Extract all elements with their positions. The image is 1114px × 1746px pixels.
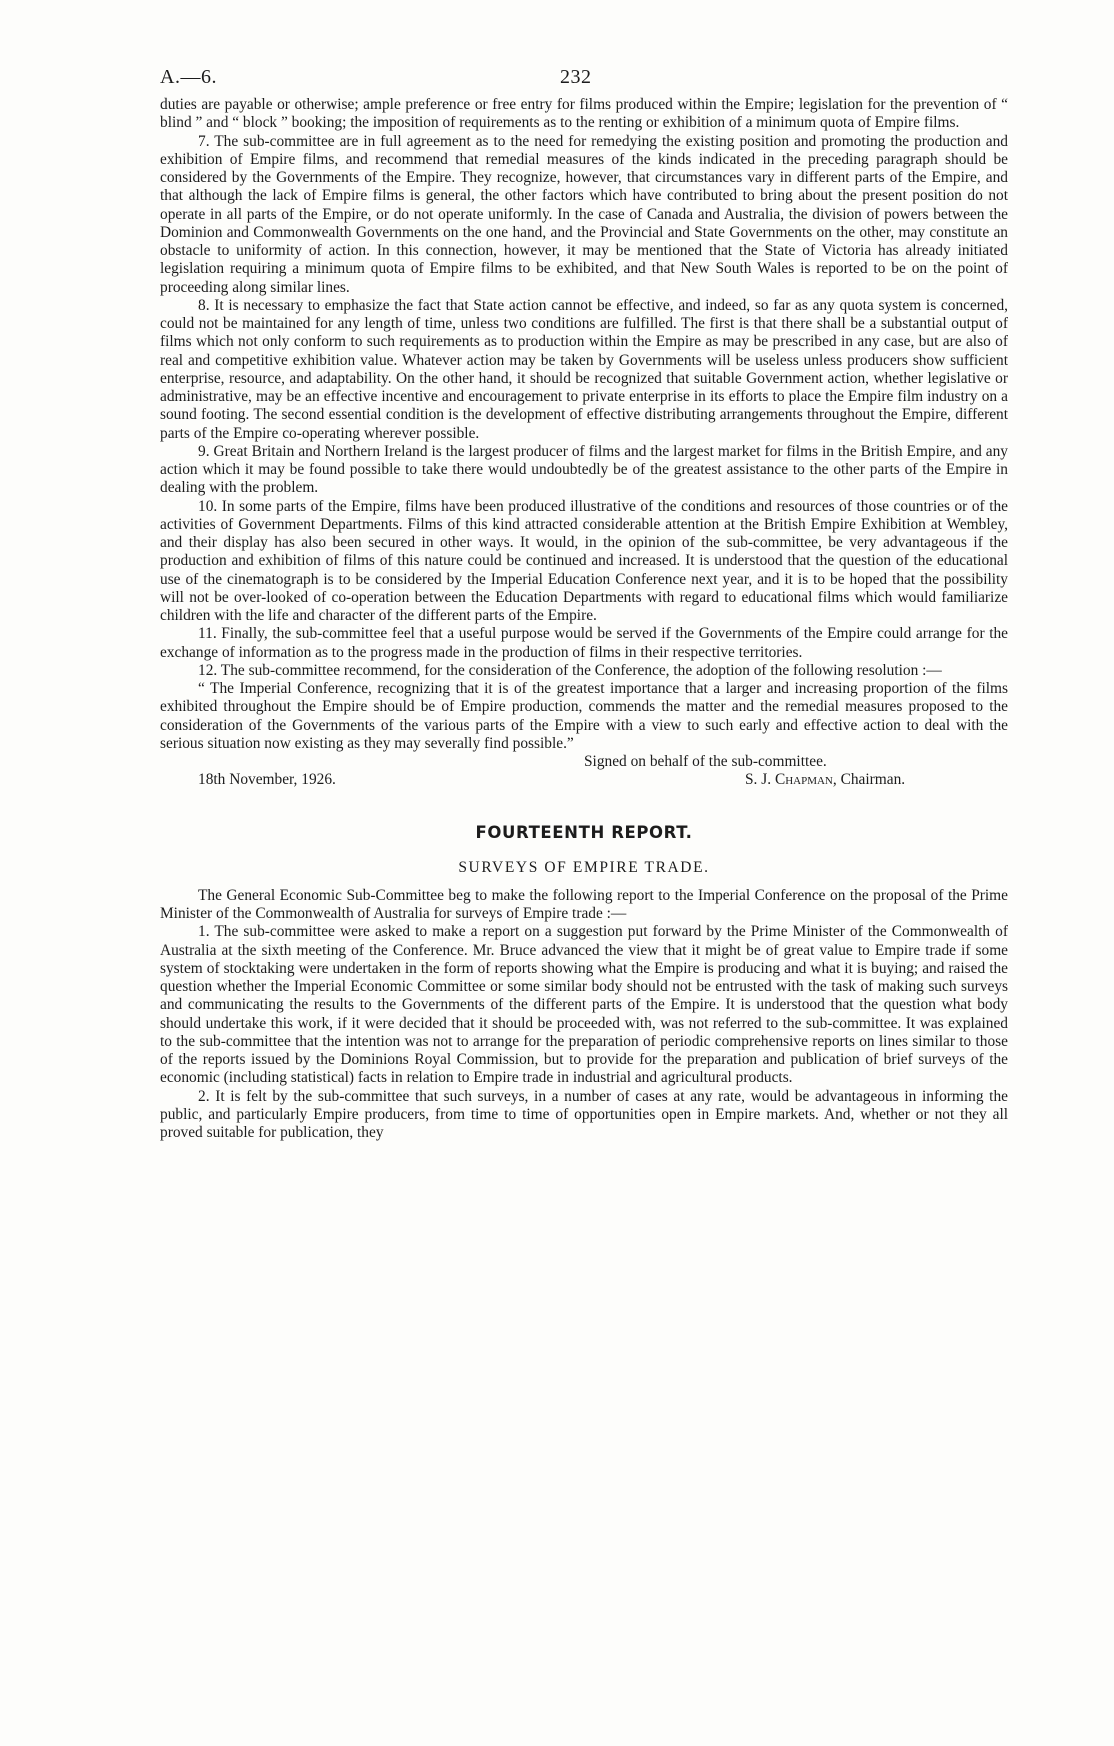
report-date: 18th November, 1926. [198, 771, 336, 789]
report-intro: The General Economic Sub-Committee beg to make the following report to the Imperial Conference on the proposal of the Prime Minister of the Commonwealth of Australia for surveys of Empire trade :— [160, 886, 1008, 922]
paragraph-8: 8. It is necessary to emphasize the fact that State action cannot be effective, and indeed, so far as any quota system is concerned, could not be maintained for any length of time, unless two conditions are fulfilled. The first is that there shall be a substantial output of films which not only conform to such requirements as to production within the Empire as may be prescribed in any case, but are also of real and competitive exhibition value. Whatever action may be taken by Governments will be useless unless producers show sufficient enterprise, resource, and adaptability. On the other hand, it should be recognized that suitable Government action, whether legislative or administrative, may be an effective incentive and encouragement to private enterprise in its efforts to place the Empire film industry on a sound footing. The second essential condition is the development of effective distributing arrangements throughout the Empire, different parts of the Empire co-operating wherever possible. [160, 296, 1008, 442]
report-paragraph-2: 2. It is felt by the sub-committee that such surveys, in a number of cases at any rate, would be advantageous in informing the public, and particularly Empire producers, from time to time of opportunities open in Empire markets. And, whether or not they all proved suitable for publication, they [160, 1087, 1008, 1141]
signed-line: Signed on behalf of the sub-committee. [584, 753, 827, 770]
report-paragraph-1: 1. The sub-committee were asked to make a report on a suggestion put forward by the Prime Minister of the Commonwealth of Australia at the sixth meeting of the Conference. Mr. Bruce advanced the view that it might be of great value to Empire trade if some system of stocktaking were undertaken in the form of reports showing what the Empire is producing and what it is buying; and raised the question whether the Imperial Economic Committee or some similar body should not be entrusted with the task of making such surveys and communicating the results to the Governments of the different parts of the Empire. It is understood that the question what body should undertake this work, if it were decided that it should be proceeded with, was not referred to the sub-committee. It was explained to the sub-committee that the intention was not to arrange for the preparation of periodic comprehensive reports on lines similar to those of the reports issued by the Dominions Royal Commission, but to provide for the preparation and publication of brief surveys of the economic (including statistical) facts in relation to Empire trade in industrial and agricultural products. [160, 923, 1008, 1087]
paragraph-7: 7. The sub-committee are in full agreement as to the need for remedying the existing position and promoting the production and exhibition of Empire films, and recommend that remedial measures of the kinds indicated in the preceding paragraph should be considered by the Governments of the Empire. They recognize, however, that circumstances vary in different parts of the Empire, and that although the lack of Empire films is general, the other factors which have contributed to bring about the present position do not operate in all parts of the Empire, or do not operate uniformly. In the case of Canada and Australia, the division of powers between the Dominion and Commonwealth Governments on the one hand, and the Provincial and State Governments on the other, may constitute an obstacle to uniformity of action. In this connection, however, it may be mentioned that the State of Victoria has already initiated legislation requiring a minimum quota of Empire films to be exhibited, and that New South Wales is reported to be on the point of proceeding along similar lines. [160, 132, 1008, 296]
signature-row [160, 771, 1008, 790]
document-reference: A.—6. [160, 66, 217, 88]
chairman-name: S. J. Chapman, [745, 771, 837, 789]
chairman-title: Chairman. [840, 771, 906, 789]
page-number: 232 [560, 66, 592, 88]
paragraph-9: 9. Great Britain and Northern Ireland is the largest producer of films and the largest market for films in the British Empire, and any action which it may be found possible to take there would undoubtedly be of the greatest assistance to the other parts of the Empire in dealing with the problem. [160, 442, 1008, 497]
report-subheading: SURVEYS OF EMPIRE TRADE. [458, 858, 710, 876]
chairman-signature [745, 771, 905, 789]
report-heading: FOURTEENTH REPORT. [475, 823, 693, 843]
paragraph-10: 10. In some parts of the Empire, films have been produced illustrative of the conditions and resources of those countries or of the activities of Government Departments. Films of this kind attracted considerable attention at the British Empire Exhibition at Wembley, and their display has also been secured in other ways. It would, in the opinion of the sub-committee, be very advantageous if the production and exhibition of films of this nature could be continued and increased. It is understood that the question of the educational use of the cinematograph is to be considered by the Imperial Education Conference next year, and it is to be hoped that the possibility will not be over-looked of co-operation between the Education Departments with regard to educational films which would familiarize children with the life and character of the different parts of the Empire. [160, 497, 1008, 624]
paragraph-continued: duties are payable or otherwise; ample preference or free entry for films produced within the Empire; legislation for the prevention of “ blind ” and “ block ” booking; the imposition of requirements as to the renting or exhibition of a minimum quota of Empire films. [160, 96, 1008, 132]
document-body [160, 96, 1008, 1142]
running-head [160, 66, 1008, 96]
paragraph-12: 12. The sub-committee recommend, for the consideration of the Conference, the adoption of the following resolution :— [198, 661, 942, 679]
resolution-text: “ The Imperial Conference, recognizing that it is of the greatest importance that a larger and increasing proportion of the films exhibited throughout the Empire should be of Empire production, commends the matter and the remedial measures proposed to the consideration of the Governments of the various parts of the Empire with a view to such early and effective action to deal with the serious situation now existing as they may severally find possible.” [160, 680, 1008, 752]
paragraph-11: 11. Finally, the sub-committee feel that a useful purpose would be served if the Governments of the Empire could arrange for the exchange of information as to the progress made in the production of films in their respective territories. [160, 625, 1008, 661]
